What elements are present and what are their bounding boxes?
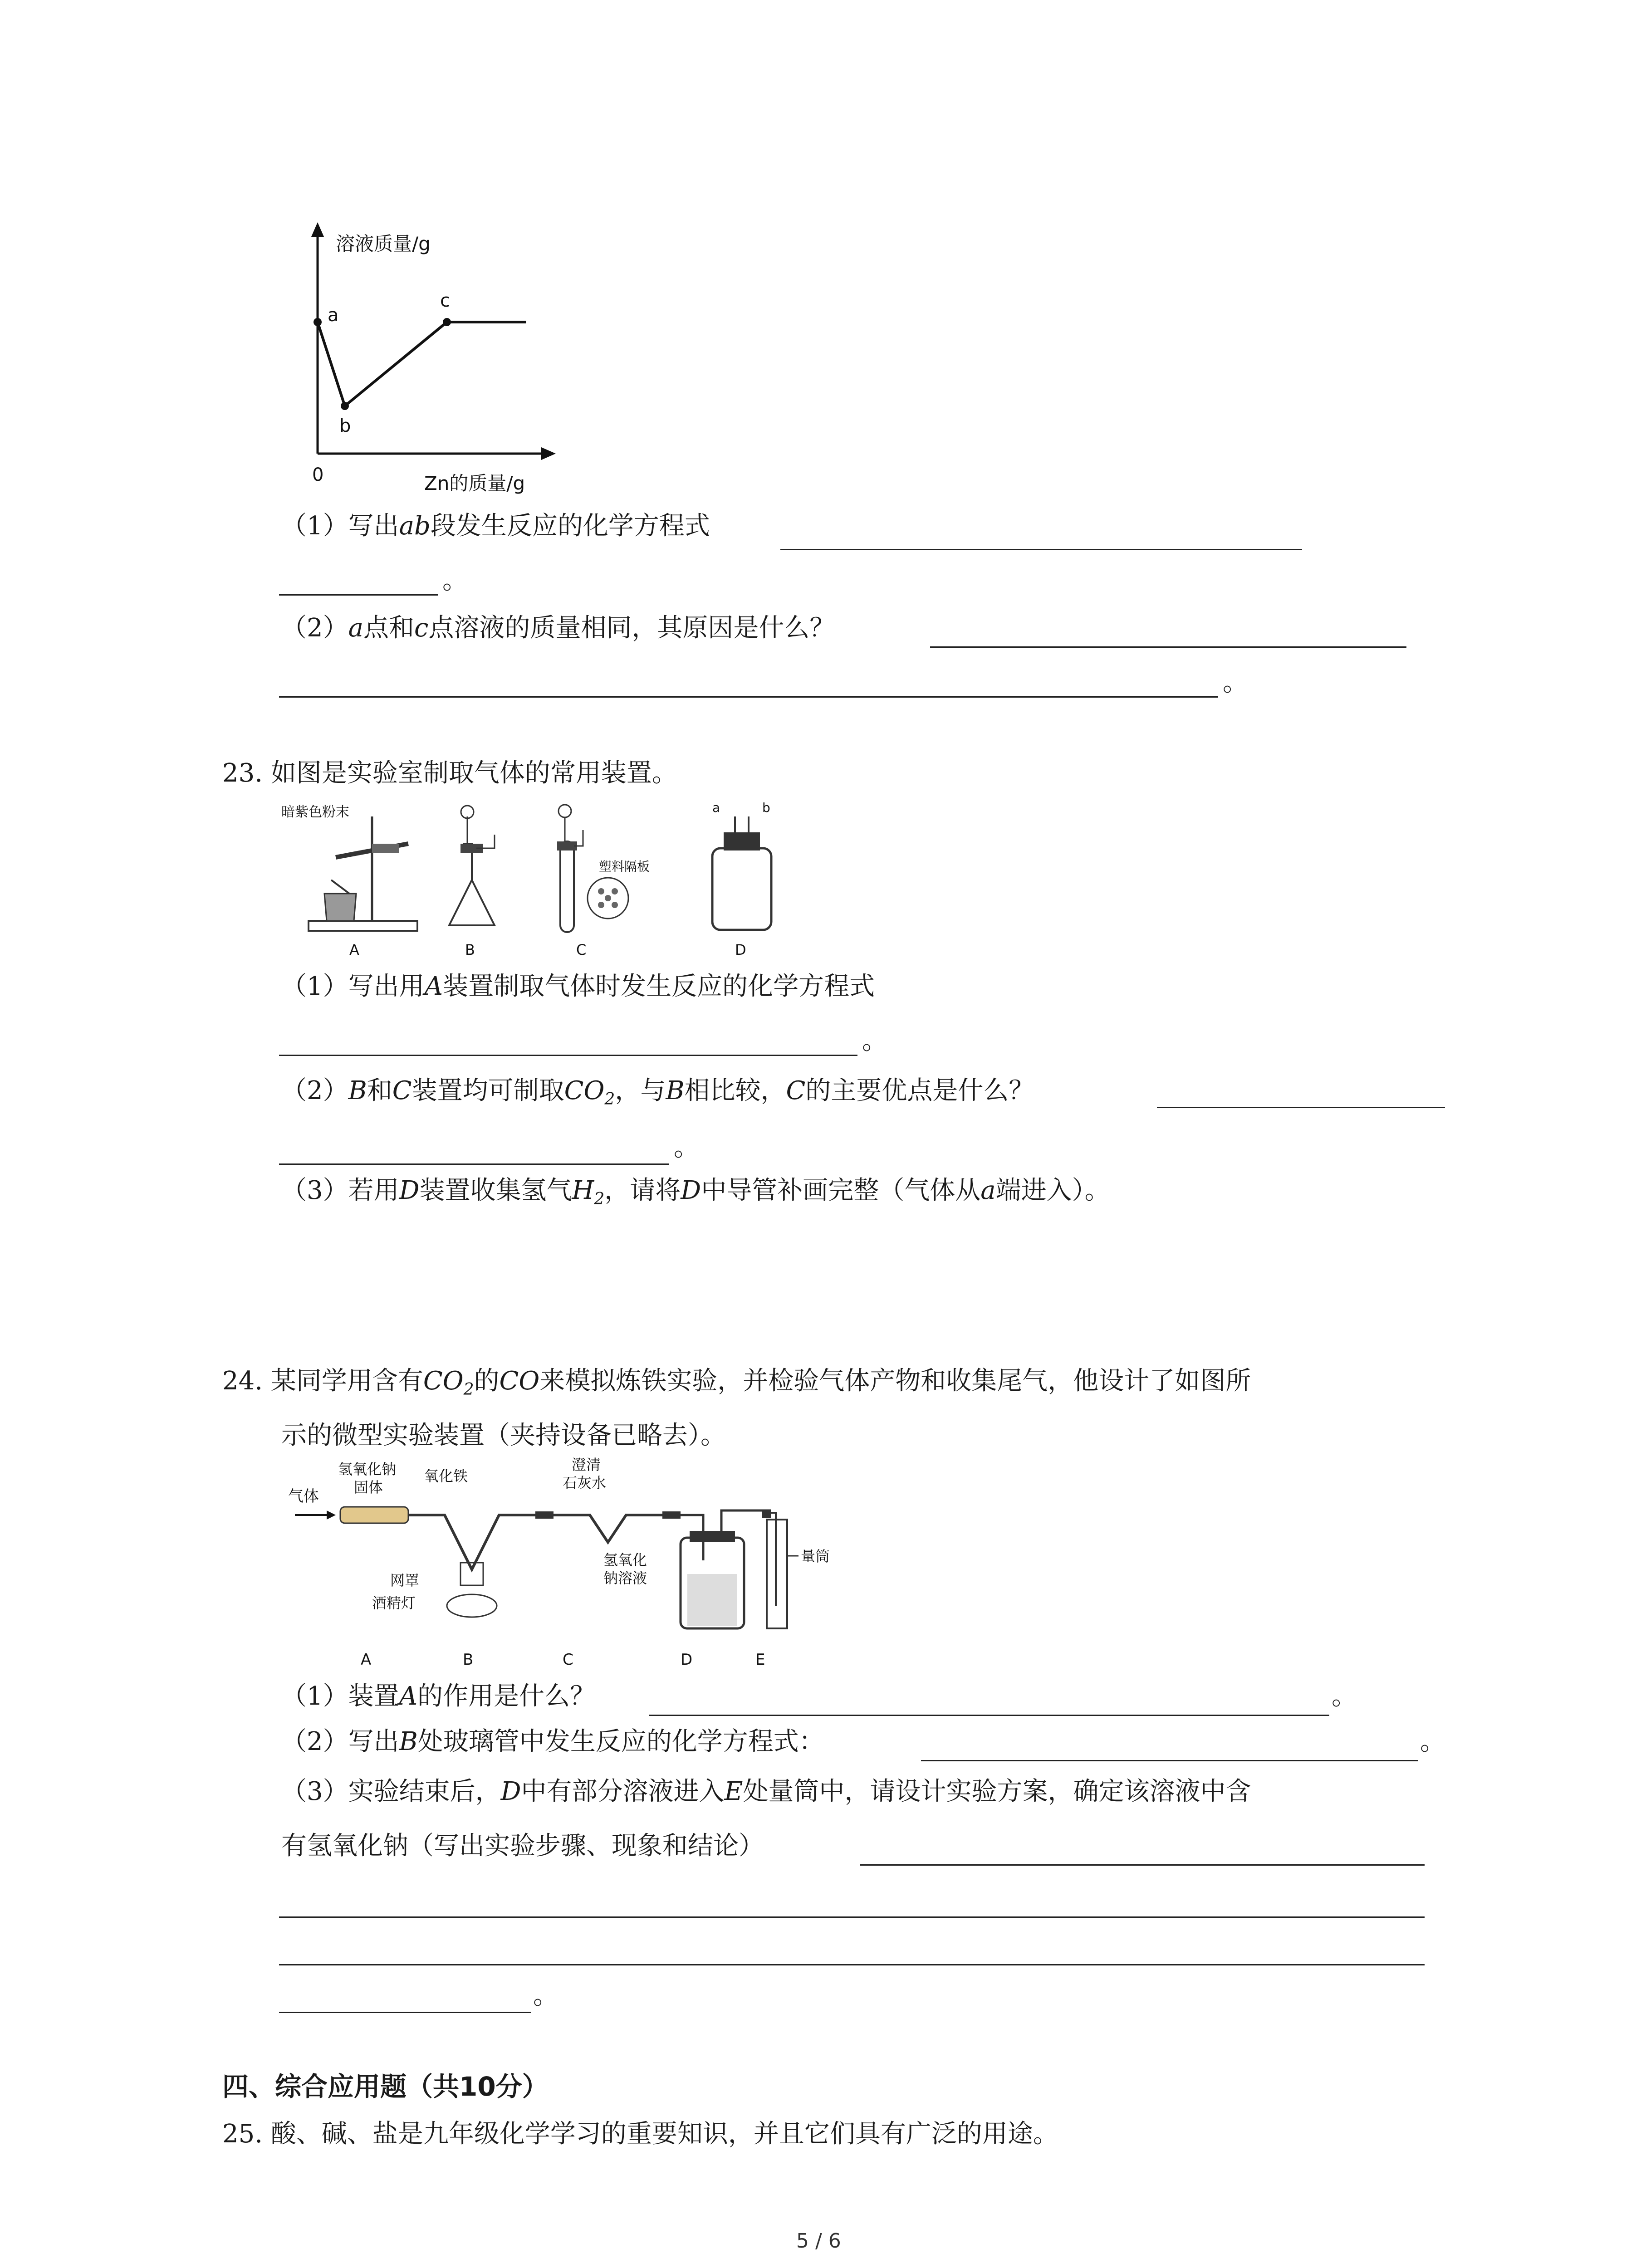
q24-naoh-solid-label-2: 固体 xyxy=(354,1479,383,1496)
q24-label-B: B xyxy=(463,1651,474,1669)
graph-point-c: c xyxy=(440,290,450,311)
q22-sub1-blank-2[interactable] xyxy=(279,594,438,596)
q23-label-A: A xyxy=(349,941,359,958)
q23-label-C: C xyxy=(576,941,587,958)
q24-sub3-end: 。 xyxy=(533,1981,558,2010)
q23-port-b: b xyxy=(762,800,770,815)
page-number: 5 / 6 xyxy=(796,2229,841,2253)
q22-sub1: （1）写出ab段发生反应的化学方程式 xyxy=(281,511,710,541)
q22-sub2-end: 。 xyxy=(1223,668,1248,697)
q24-naoh-solution-label-2: 钠溶液 xyxy=(603,1569,647,1587)
q24-sub3-blank-1[interactable] xyxy=(860,1864,1425,1866)
q23-sub1-end: 。 xyxy=(862,1026,887,1056)
q24-lamp-label: 酒精灯 xyxy=(372,1594,416,1612)
q22-sub2: （2）a点和c点溶液的质量相同，其原因是什么？ xyxy=(281,613,835,643)
q24-stem-line2: 示的微型实验装置（夹持设备已略去）。 xyxy=(281,1421,726,1450)
q23-label-B: B xyxy=(465,941,475,958)
q24-sub1-blank[interactable] xyxy=(649,1715,1329,1716)
q24-mesh-label: 网罩 xyxy=(390,1572,420,1589)
q24-sub2-end: 。 xyxy=(1420,1727,1445,1756)
q24-sub1-end: 。 xyxy=(1332,1681,1357,1711)
q23-sub2: （2）B和C装置均可制取$CO_2$，与B相比较，C的主要优点是什么？ xyxy=(281,1076,1034,1109)
q24-cylinder-label: 量筒 xyxy=(801,1548,830,1565)
q23-stem: 23. 如图是实验室制取气体的常用装置。 xyxy=(222,758,677,788)
graph-point-b: b xyxy=(339,415,351,436)
q24-apparatus-figure xyxy=(281,1456,835,1674)
q22-graph xyxy=(281,218,563,499)
q22-sub1-blank-1[interactable] xyxy=(780,549,1302,550)
q24-sub3-line1: （3）实验结束后，D中有部分溶液进入E处量筒中，请设计实验方案，确定该溶液中含 xyxy=(281,1777,1251,1806)
q23-powder-label: 暗紫色粉末 xyxy=(281,804,349,820)
q24-stem-line1: 24. 某同学用含有$CO_2$的CO来模拟炼铁实验，并检验气体产物和收集尾气，他设计了如图所 xyxy=(222,1366,1251,1399)
q23-sub2-blank-1[interactable] xyxy=(1157,1107,1445,1108)
graph-point-a: a xyxy=(328,305,339,326)
q23-sub1: （1）写出用A装置制取气体时发生反应的化学方程式 xyxy=(281,972,875,1001)
q24-sub3-blank-4[interactable] xyxy=(279,2012,531,2013)
graph-y-label: 溶液质量/g xyxy=(336,233,431,255)
q23-apparatus-figure xyxy=(281,798,789,971)
q24-label-A: A xyxy=(361,1651,372,1669)
q24-limewater-label-1: 澄清 xyxy=(572,1456,601,1473)
q24-label-C: C xyxy=(563,1651,573,1669)
q23-label-D: D xyxy=(735,941,746,958)
q24-sub2: （2）写出B处玻璃管中发生反应的化学方程式： xyxy=(281,1727,824,1756)
graph-origin: 0 xyxy=(312,464,324,485)
q24-sub3-blank-3[interactable] xyxy=(279,1964,1425,1965)
q23-port-a: a xyxy=(712,800,720,815)
q24-sub3-line2: 有氢氧化钠（写出实验步骤、现象和结论） xyxy=(281,1831,764,1861)
q24-sub3-blank-2[interactable] xyxy=(279,1916,1425,1918)
q24-gas-label: 气体 xyxy=(288,1487,319,1505)
q22-sub1-end: 。 xyxy=(442,566,468,595)
q25-stem: 25. 酸、碱、盐是九年级化学学习的重要知识，并且它们具有广泛的用途。 xyxy=(222,2119,1058,2149)
graph-x-label: Zn的质量/g xyxy=(424,472,525,494)
q22-sub2-blank-1[interactable] xyxy=(930,646,1406,648)
q23-sub2-end: 。 xyxy=(674,1133,699,1162)
q23-sub2-blank-2[interactable] xyxy=(279,1163,669,1165)
q24-naoh-solid-label-1: 氢氧化钠 xyxy=(338,1461,397,1478)
q24-limewater-label-2: 石灰水 xyxy=(563,1474,607,1491)
q23-sub1-blank[interactable] xyxy=(279,1055,857,1056)
q24-sub2-blank[interactable] xyxy=(921,1760,1418,1761)
section-4-heading: 四、综合应用题（共10分） xyxy=(222,2071,549,2102)
q24-label-D: D xyxy=(681,1651,693,1669)
q23-sub3: （3）若用D装置收集氢气$H_2$，请将D中导管补画完整（气体从a端进入）。 xyxy=(281,1176,1110,1209)
q24-sub1: （1）装置A的作用是什么？ xyxy=(281,1681,596,1711)
q22-sub2-blank-2[interactable] xyxy=(279,696,1218,698)
q24-label-E: E xyxy=(755,1651,765,1669)
q23-plate-label: 塑料隔板 xyxy=(599,859,650,874)
q24-fe2o3-label: 氧化铁 xyxy=(424,1467,468,1485)
q24-naoh-solution-label-1: 氢氧化 xyxy=(603,1551,647,1569)
